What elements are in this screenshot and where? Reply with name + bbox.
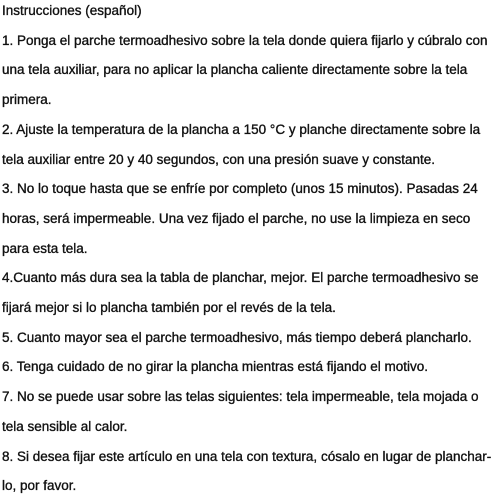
instruction-line: 6. Tenga cuidado de no girar la plancha mientras está fijando el motivo. <box>2 359 429 375</box>
instruction-line: lo, por favor. <box>2 478 77 494</box>
instruction-line: para esta tela. <box>2 240 88 256</box>
instruction-line: 5. Cuanto mayor sea el parche termoadhesivo, más tiempo deberá plancharlo. <box>2 329 472 345</box>
instruction-line: 1. Ponga el parche termoadhesivo sobre la tela donde quiera fijarlo y cúbralo con <box>2 32 488 48</box>
instruction-line: 2. Ajuste la temperatura de la plancha a 150 °C y planche directamente sobre la <box>2 121 481 137</box>
instruction-line: 3. No lo toque hasta que se enfríe por completo (unos 15 minutos). Pasadas 24 <box>2 181 478 197</box>
document-title: Instrucciones (español) <box>2 3 142 18</box>
instruction-line: 7. No se puede usar sobre las telas siguientes: tela impermeable, tela mojada o <box>2 389 479 405</box>
instruction-line: tela sensible al calor. <box>2 418 128 434</box>
instruction-line: fijará mejor si lo plancha también por el revés de la tela. <box>2 300 336 315</box>
instruction-line: 8. Si desea fijar este artículo en una tela con textura, cósalo en lugar de planchar- <box>2 448 492 464</box>
instruction-line: primera. <box>2 92 52 108</box>
instruction-line: una tela auxiliar, para no aplicar la plancha caliente directamente sobre la tela <box>2 62 468 78</box>
instruction-line: tela auxiliar entre 20 y 40 segundos, con una presión suave y constante. <box>2 151 436 167</box>
instruction-line: horas, será impermeable. Una vez fijado el parche, no use la limpieza en seco <box>2 210 471 226</box>
instruction-line: 4.Cuanto más dura sea la tabla de planchar, mejor. El parche termoadhesivo se <box>2 270 479 286</box>
